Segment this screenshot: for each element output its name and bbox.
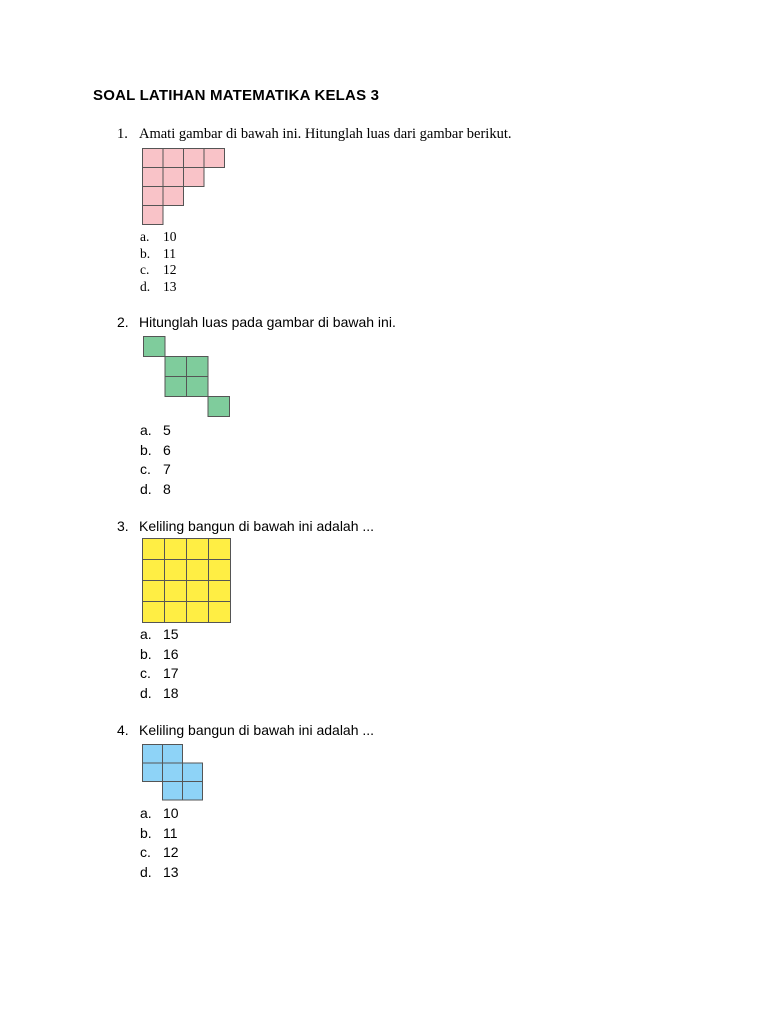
option-value: 7 — [163, 461, 171, 477]
option-letter: b. — [140, 824, 152, 841]
unit-square — [143, 168, 164, 187]
question-text: Amati gambar di bawah ini. Hitunglah luas dari gambar berikut. — [139, 126, 512, 142]
unit-square — [184, 168, 205, 187]
answer-option-a[interactable] — [140, 229, 177, 246]
answer-option-b[interactable] — [140, 441, 171, 461]
option-letter: d. — [140, 279, 151, 295]
unit-square — [165, 581, 187, 602]
unit-square — [165, 377, 187, 397]
answer-options — [140, 804, 179, 882]
option-value: 8 — [163, 480, 171, 497]
option-value: 18 — [163, 684, 179, 701]
option-value: 15 — [163, 626, 179, 642]
option-value: 11 — [163, 824, 178, 841]
option-letter: a. — [140, 229, 150, 244]
answer-options — [140, 421, 171, 499]
answer-options — [140, 229, 177, 296]
option-value: 10 — [163, 805, 179, 821]
answer-option-a[interactable] — [140, 804, 179, 824]
answer-options — [140, 625, 179, 703]
option-letter: c. — [140, 844, 151, 860]
question-text: Keliling bangun di bawah ini adalah ... — [139, 722, 375, 738]
unit-square — [187, 357, 209, 377]
option-value: 10 — [163, 229, 177, 244]
unit-square — [209, 581, 231, 602]
unit-square — [163, 782, 183, 801]
unit-square — [163, 149, 184, 168]
option-value: 13 — [163, 279, 177, 295]
shape-figure-green — [143, 336, 231, 418]
answer-option-a[interactable] — [140, 421, 171, 441]
shape-figure-blue — [142, 744, 204, 801]
option-letter: d. — [140, 480, 152, 497]
unit-square — [143, 745, 163, 764]
option-value: 12 — [163, 262, 177, 278]
unit-square — [165, 560, 187, 581]
answer-option-d[interactable] — [140, 863, 179, 883]
unit-square — [143, 187, 164, 206]
unit-square — [204, 149, 225, 168]
answer-option-a[interactable] — [140, 625, 179, 645]
option-letter: a. — [140, 805, 152, 821]
unit-square — [143, 206, 164, 225]
answer-option-c[interactable] — [140, 460, 171, 480]
unit-square — [187, 602, 209, 623]
answer-option-c[interactable] — [140, 843, 179, 863]
answer-option-d[interactable] — [140, 684, 179, 704]
unit-square — [143, 560, 165, 581]
unit-square — [163, 763, 183, 782]
option-letter: d. — [140, 863, 152, 880]
option-letter: a. — [140, 626, 152, 642]
unit-square — [143, 602, 165, 623]
unit-square — [143, 539, 165, 560]
unit-square — [144, 337, 166, 357]
unit-square — [187, 581, 209, 602]
option-letter: b. — [140, 441, 152, 458]
question-number: 3. — [117, 518, 129, 534]
unit-square — [163, 187, 184, 206]
option-value: 16 — [163, 645, 179, 662]
unit-square — [187, 539, 209, 560]
unit-square — [183, 763, 203, 782]
option-value: 17 — [163, 665, 179, 681]
unit-square — [187, 377, 209, 397]
option-value: 5 — [163, 422, 171, 438]
unit-square — [209, 560, 231, 581]
question-number: 2. — [117, 314, 129, 330]
unit-square — [143, 149, 164, 168]
unit-square — [209, 602, 231, 623]
worksheet-title: SOAL LATIHAN MATEMATIKA KELAS 3 — [93, 87, 380, 104]
unit-square — [143, 763, 163, 782]
unit-square — [184, 149, 205, 168]
unit-square — [163, 168, 184, 187]
answer-option-b[interactable] — [140, 246, 177, 263]
question-text: Hitunglah luas pada gambar di bawah ini. — [139, 314, 396, 330]
shape-figure-pink — [142, 148, 226, 225]
option-letter: d. — [140, 684, 152, 701]
option-letter: a. — [140, 422, 152, 438]
question-text: Keliling bangun di bawah ini adalah ... — [139, 518, 375, 534]
question-number: 4. — [117, 722, 129, 738]
unit-square — [187, 560, 209, 581]
answer-option-c[interactable] — [140, 664, 179, 684]
question-number: 1. — [117, 126, 128, 142]
option-letter: c. — [140, 262, 150, 278]
option-value: 12 — [163, 844, 179, 860]
answer-option-b[interactable] — [140, 824, 179, 844]
answer-option-d[interactable] — [140, 480, 171, 500]
option-value: 6 — [163, 441, 171, 458]
unit-square — [165, 539, 187, 560]
option-letter: c. — [140, 461, 151, 477]
option-letter: b. — [140, 645, 152, 662]
option-letter: b. — [140, 245, 151, 261]
answer-option-d[interactable] — [140, 279, 177, 296]
shape-figure-yellow — [142, 538, 232, 623]
unit-square — [165, 357, 187, 377]
answer-option-b[interactable] — [140, 645, 179, 665]
unit-square — [209, 539, 231, 560]
unit-square — [143, 581, 165, 602]
unit-square — [183, 782, 203, 801]
answer-option-c[interactable] — [140, 262, 177, 279]
unit-square — [208, 397, 230, 417]
option-value: 11 — [163, 245, 176, 261]
option-letter: c. — [140, 665, 151, 681]
unit-square — [165, 602, 187, 623]
unit-square — [163, 745, 183, 764]
option-value: 13 — [163, 863, 179, 880]
